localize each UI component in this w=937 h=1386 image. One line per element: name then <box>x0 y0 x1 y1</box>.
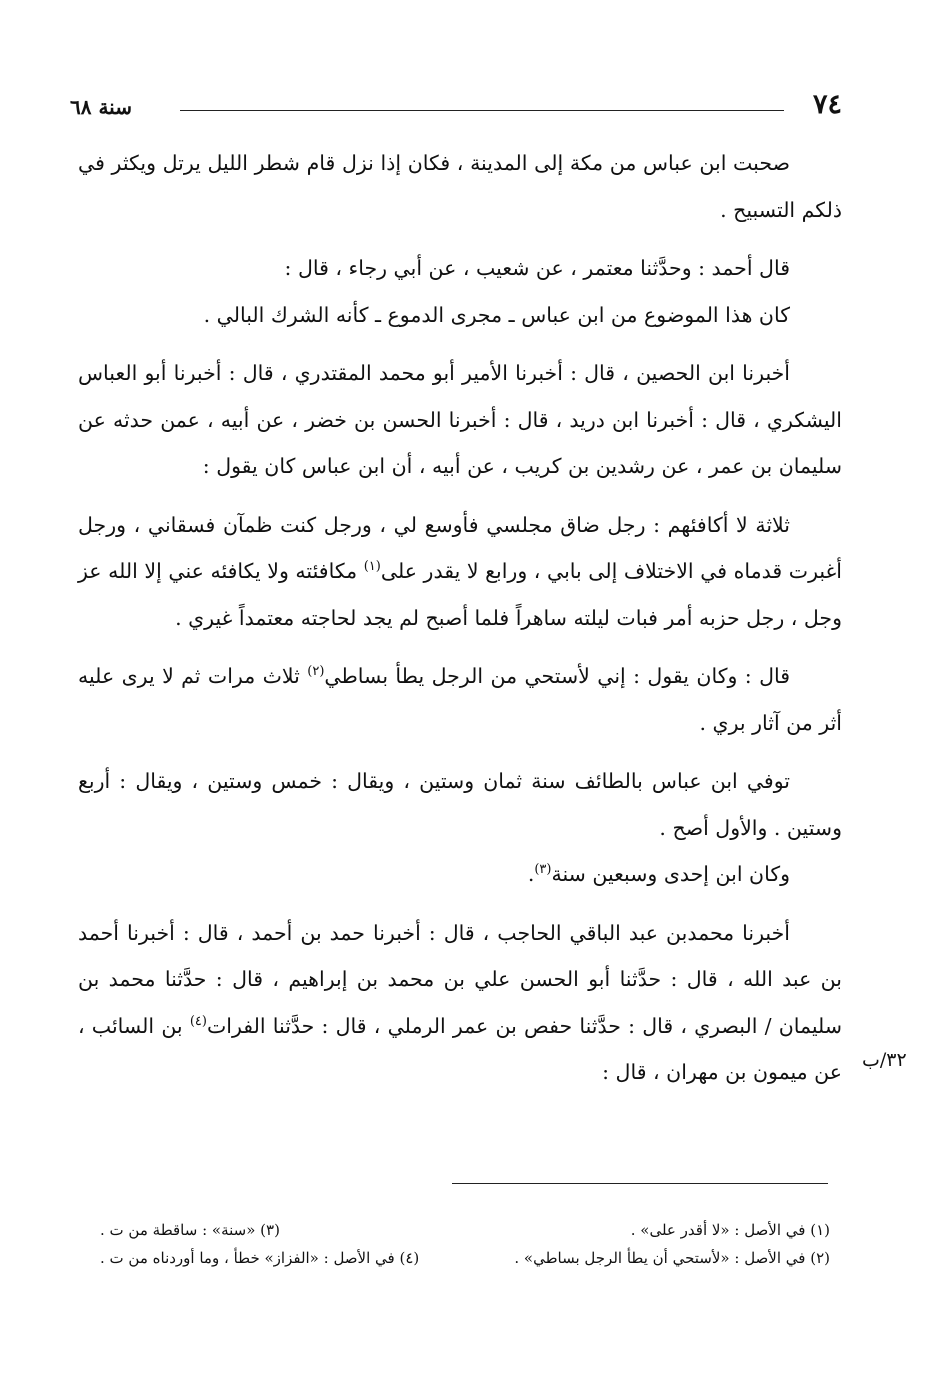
paragraph: أخبرنا ابن الحصين ، قال : أخبرنا الأمير أبو محمد المقتدري ، قال : أخبرنا أبو العباس اليشكري ، قال : أخبرنا ابن دريد ، قال : أخبرنا الحسن بن خضر ، عن أبيه ، عمن حدثه عن سليمان بن عمر ، عن رشدين بن كريب ، عن أبيه ، أن ابن عباس كان يقول : <box>78 361 842 478</box>
footnote-ref[interactable]: (١) <box>363 559 381 575</box>
footnote-2: (٢) في الأصل : «لأستحي أن يطأ الرجل بساطي» . <box>514 1249 830 1267</box>
page-header <box>70 88 842 128</box>
paragraph <box>78 653 842 746</box>
footnote-row <box>100 1216 830 1244</box>
paragraph-text: . <box>527 862 535 886</box>
footnote-4: (٤) في الأصل : «الفزاز» خطأ ، وما أوردناه من ت . <box>100 1249 420 1267</box>
paragraph-text: ثلاث مرات ثم لا يرى عليه أثر من آثار بري . <box>78 664 842 735</box>
paragraph: توفي ابن عباس بالطائف سنة ثمان وستين ، ويقال : خمس وستين ، ويقال : أربع وستين . والأول أصح . <box>78 769 842 840</box>
main-text <box>78 140 842 1096</box>
paragraph-text: ثلاثة لا أكافئهم : رجل ضاق مجلسي فأوسع لي ، ورجل كنت ظمآن فسقاني ، ورجل أغبرت قدماه في الاختلاف إلى بابي ، ورابع لا يقدر على <box>78 512 842 583</box>
paragraph <box>78 851 842 898</box>
paragraph: قال أحمد : وحدَّثنا معتمر ، عن شعيب ، عن أبي رجاء ، قال : <box>284 256 790 280</box>
footnote-rule <box>452 1183 828 1184</box>
paragraph: كان هذا الموضوع من ابن عباس ـ مجرى الدموع ـ كأنه الشرك البالي . <box>203 302 790 327</box>
paragraph-text: مكافئته ولا يكافئه عني إلا الله عز وجل ، رجل حزبه أمر فبات ليلته ساهراً فلما أصبح لم يجد لحاجته معتمداً غيري . <box>78 559 842 630</box>
paragraph <box>78 910 842 1096</box>
footnote-ref[interactable]: (٣) <box>534 862 552 878</box>
footnote-ref[interactable]: (٤) <box>189 1013 207 1029</box>
paragraph-text: وكان ابن إحدى وسبعين سنة <box>551 862 790 886</box>
paragraph-text: أخبرنا محمدبن عبد الباقي الحاجب ، قال : أخبرنا حمد بن أحمد ، قال : أخبرنا أحمد بن عبد الله ، قال : حدَّثنا أبو الحسن علي بن محمد بن إبراهيم ، قال : حدَّثنا محمد بن سليمان / البصري ، قال : حدَّثنا حفص بن عمر الرملي ، قال : حدَّثنا الفرات <box>78 920 842 1038</box>
footnote-row <box>100 1244 830 1272</box>
paragraph: صحبت ابن عباس من مكة إلى المدينة ، فكان إذا نزل قام شطر الليل يرتل ويكثر في ذلكم التسبيح . <box>78 151 842 222</box>
footnote-3: (٣) «سنة» : ساقطة من ت . <box>100 1221 280 1239</box>
paragraph-text: بن السائب ، عن ميمون بن مهران ، قال : <box>78 1013 842 1084</box>
page-number: ٧٤ <box>812 89 842 120</box>
footnote-1: (١) في الأصل : «لا أقدر على» . <box>630 1221 830 1239</box>
footnotes <box>100 1216 830 1272</box>
paragraph-text: قال : وكان يقول : إني لأستحي من الرجل يطأ بساطي <box>324 664 791 688</box>
running-head: سنة ٦٨ <box>70 95 132 119</box>
footnote-ref[interactable]: (٢) <box>307 664 325 680</box>
manuscript-folio-note: ٣٢/ب <box>862 1049 907 1071</box>
paragraph <box>78 502 842 642</box>
header-rule <box>180 110 784 111</box>
